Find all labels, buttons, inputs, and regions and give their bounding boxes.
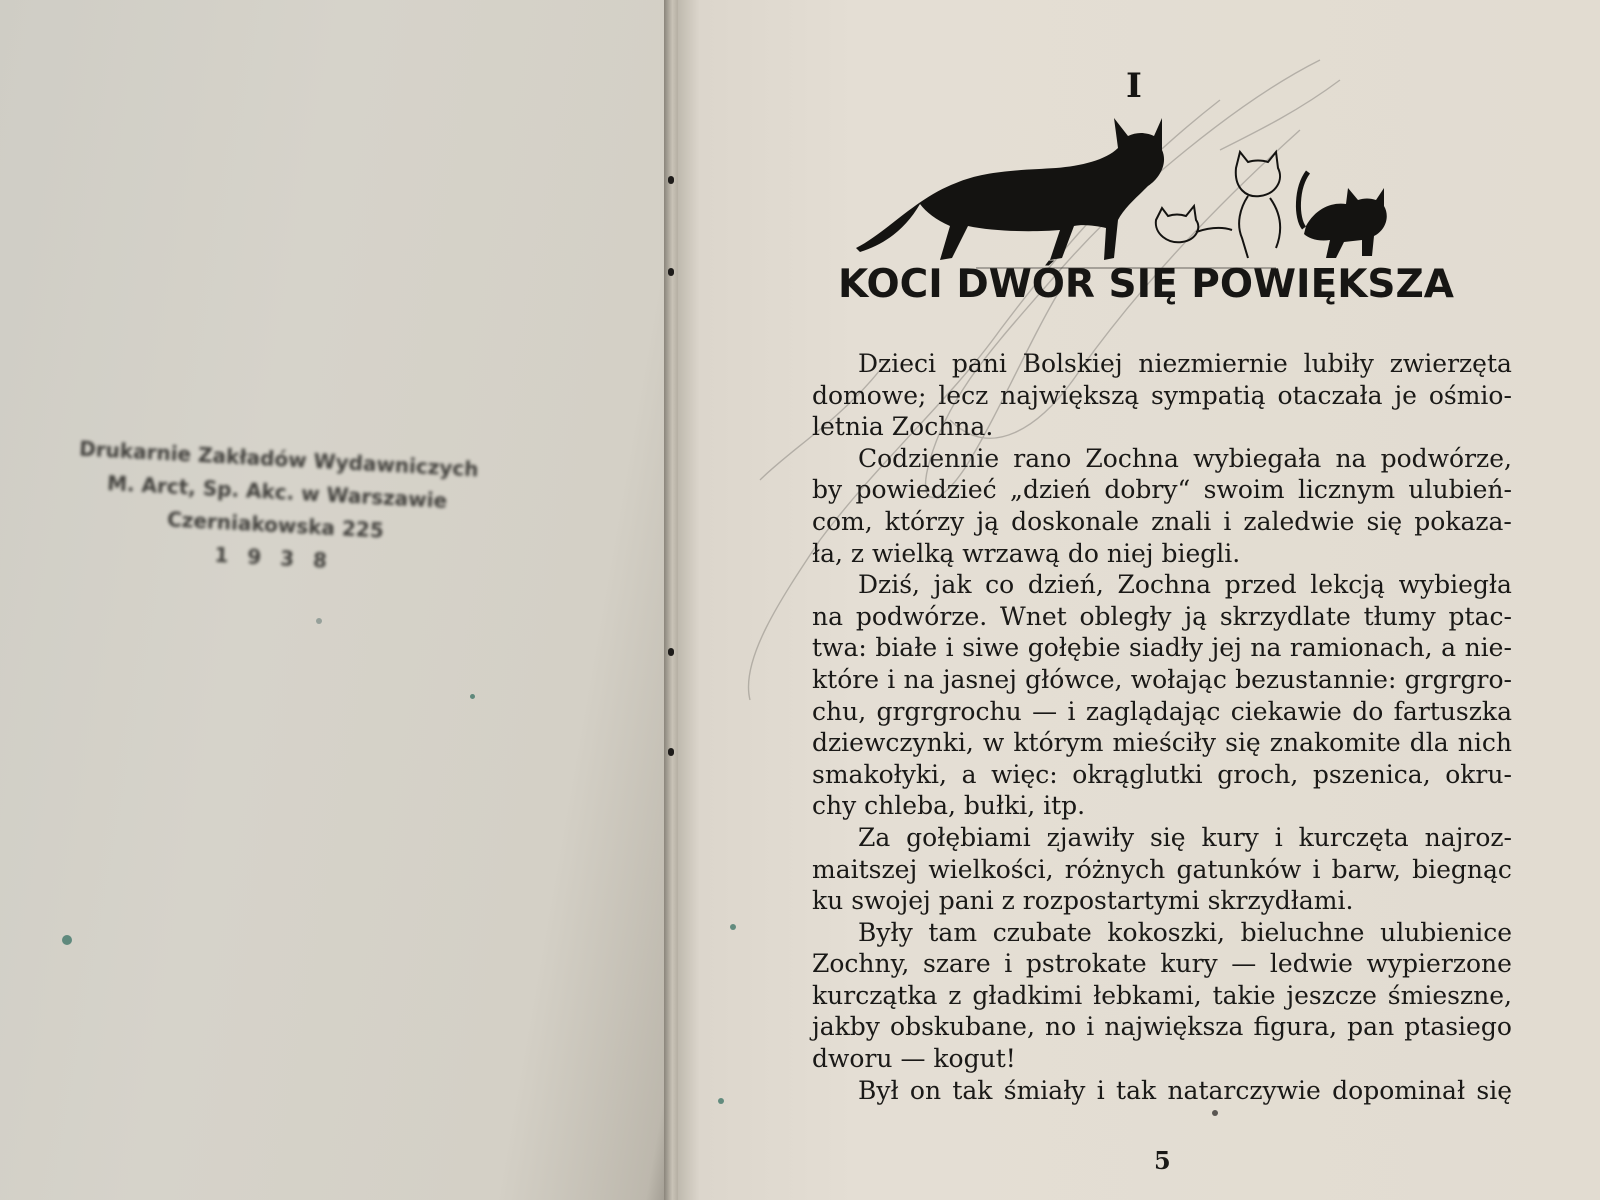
word: na <box>903 664 935 694</box>
word: śmieszne, <box>1387 980 1512 1010</box>
word: ulubień- <box>1408 475 1512 505</box>
word: znali <box>1151 506 1212 536</box>
printer-imprint <box>63 432 489 586</box>
word: podwórze. <box>855 601 988 631</box>
word: i <box>1004 949 1013 979</box>
word: obskubane, <box>890 1012 1035 1042</box>
word: zaglądając <box>1085 696 1221 726</box>
page-number: 5 <box>1154 1146 1171 1175</box>
text-line-content: ła, z wielką wrzawą do niej biegli. <box>812 538 1241 568</box>
text-line <box>812 632 1512 664</box>
ink-speck <box>470 694 475 699</box>
word: tak <box>952 1075 993 1105</box>
word: Bolskiej <box>1022 349 1123 378</box>
word: na <box>812 601 844 631</box>
word: lekcją <box>1310 570 1385 600</box>
imprint-line: M. Arct, Sp. Akc. w Warszawie <box>106 471 448 513</box>
word: i <box>1096 1075 1105 1105</box>
word: — <box>1032 696 1058 726</box>
word: lubiły <box>1303 349 1374 378</box>
word: gołębie <box>1027 633 1121 663</box>
word: pan <box>1347 1012 1395 1042</box>
left-page <box>0 0 672 1200</box>
word: pani <box>951 349 1007 378</box>
word: a <box>1441 633 1457 663</box>
word: pokaza- <box>1414 506 1512 536</box>
word: no <box>1045 1012 1077 1042</box>
word: Za <box>858 822 891 852</box>
word: ciekawie <box>1230 696 1342 726</box>
word: z <box>948 980 962 1010</box>
text-line <box>812 696 1512 728</box>
binding-stitch <box>668 176 674 184</box>
word: Dzieci <box>858 349 937 378</box>
word: groch, <box>1217 759 1299 789</box>
word: by <box>812 475 843 505</box>
word: zjawiły <box>1046 822 1135 852</box>
word: siwe <box>962 633 1020 663</box>
word: doskonale <box>1011 506 1139 536</box>
word: Zochny, <box>812 949 910 979</box>
word: pszenica, <box>1312 759 1431 789</box>
word: siadły <box>1129 633 1203 663</box>
word: Codziennie <box>858 443 1000 473</box>
text-line-content: letnia Zochna. <box>812 412 994 442</box>
word: i <box>1086 1012 1095 1042</box>
text-line <box>812 822 1512 854</box>
word: Dziś, <box>858 570 920 600</box>
word: skrzydlate <box>1219 601 1351 631</box>
word: „dzień <box>1010 475 1092 505</box>
word: więc: <box>991 759 1058 789</box>
word: nie- <box>1464 633 1512 663</box>
word: ledwie <box>1269 949 1353 979</box>
word: którym <box>1013 728 1104 758</box>
text-line <box>812 601 1512 633</box>
text-line <box>812 1011 1512 1043</box>
text-line <box>812 727 1512 759</box>
chapter-body-text <box>812 348 1512 1106</box>
word: się <box>1149 822 1186 852</box>
word: się <box>1366 506 1403 536</box>
word: Wnet <box>1000 601 1067 631</box>
word: wybiegła <box>1398 570 1512 600</box>
ink-speck <box>62 935 72 945</box>
word: bieluchne <box>1240 917 1365 947</box>
word: zwierzęta <box>1389 349 1512 378</box>
text-line <box>812 1043 1512 1075</box>
word: jej <box>1211 633 1242 663</box>
word: przed <box>1224 570 1297 600</box>
word: Zochna <box>1117 570 1212 600</box>
word: dla <box>1409 728 1449 758</box>
word: które <box>812 664 879 694</box>
word: mieściły <box>1112 728 1217 758</box>
word: jasnej <box>942 664 1017 694</box>
word: okru- <box>1445 759 1512 789</box>
word: białe <box>875 633 938 663</box>
word: się <box>1476 1075 1512 1105</box>
word: a <box>961 759 977 789</box>
text-line <box>812 538 1512 570</box>
word: największą <box>1000 380 1140 410</box>
word: ją <box>976 506 1000 536</box>
word: zaledwie <box>1243 506 1355 536</box>
word: kury <box>1201 822 1259 852</box>
cats-illustration-icon <box>856 108 1416 288</box>
word: smakołyki, <box>812 759 947 789</box>
word: wybiegała <box>1193 443 1322 473</box>
word: i <box>1312 854 1321 884</box>
word: tłumy <box>1363 601 1436 631</box>
word: licznym <box>1297 475 1396 505</box>
text-line <box>812 885 1512 917</box>
word: Były <box>858 917 913 947</box>
word: — <box>1231 949 1257 979</box>
word: ptasiego <box>1404 1012 1512 1042</box>
word: ośmio- <box>1428 380 1512 410</box>
word: jakby <box>812 1012 880 1042</box>
word: sympatią <box>1151 380 1266 410</box>
word: wielkości, <box>928 854 1054 884</box>
word: jak <box>933 570 972 600</box>
word: i <box>1274 822 1283 852</box>
word: śmiały <box>1003 1075 1086 1105</box>
text-line <box>812 380 1512 412</box>
word: otaczała <box>1277 380 1383 410</box>
binding-stitch <box>668 268 674 276</box>
word: którzy <box>884 506 965 536</box>
text-line <box>812 664 1512 696</box>
word: ptac- <box>1448 601 1512 631</box>
word: niezmiernie <box>1138 349 1288 378</box>
word: ją <box>1184 601 1208 631</box>
word: nich <box>1457 728 1512 758</box>
word: szare <box>923 949 991 979</box>
word: obległy <box>1079 601 1172 631</box>
word: w <box>982 728 1005 758</box>
word: dobry“ <box>1104 475 1191 505</box>
word: kurczęta <box>1298 822 1409 852</box>
word: podwórze, <box>1380 443 1512 473</box>
chapter-title: KOCI DWÓR SIĘ POWIĘKSZA <box>838 262 1454 307</box>
word: chu, <box>812 696 867 726</box>
text-line <box>812 569 1512 601</box>
text-line <box>812 348 1512 380</box>
word: grgrgro- <box>1404 664 1512 694</box>
word: główce, <box>1025 664 1123 694</box>
text-line <box>812 948 1512 980</box>
word: grgrgrochu <box>876 696 1022 726</box>
word: on <box>909 1075 942 1105</box>
word: com, <box>812 506 873 536</box>
word: kury <box>1160 949 1218 979</box>
word: łebkami, <box>1093 980 1202 1010</box>
word: i <box>887 664 896 694</box>
word: natarczywie <box>1167 1075 1321 1105</box>
text-line <box>812 917 1512 949</box>
word: na <box>1250 633 1282 663</box>
word: czubate <box>992 917 1092 947</box>
ink-speck <box>718 1098 724 1104</box>
text-line <box>812 759 1512 791</box>
word: okrąglutki <box>1072 759 1203 789</box>
word: takie <box>1212 980 1276 1010</box>
word: do <box>1352 696 1384 726</box>
word: je <box>1394 380 1417 410</box>
word: dopominał <box>1332 1075 1466 1105</box>
word: Był <box>858 1075 899 1105</box>
word: ramionach, <box>1289 633 1433 663</box>
word: gładkimi <box>972 980 1083 1010</box>
word: maitszej <box>812 854 918 884</box>
text-line <box>812 506 1512 538</box>
word: rano <box>1013 443 1072 473</box>
word: wołając <box>1130 664 1227 694</box>
text-line <box>812 854 1512 886</box>
word: się <box>1225 728 1261 758</box>
word: Zochna <box>1085 443 1179 473</box>
word: największa <box>1104 1012 1244 1042</box>
word: jeszcze <box>1286 980 1377 1010</box>
word: swoim <box>1203 475 1285 505</box>
word: domowe; <box>812 380 927 410</box>
word: powiedzieć <box>855 475 997 505</box>
word: kokoszki, <box>1107 917 1225 947</box>
word: figura, <box>1253 1012 1338 1042</box>
word: gatunków <box>1176 854 1302 884</box>
binding-stitch <box>668 748 674 756</box>
word: gołębiami <box>906 822 1031 852</box>
ink-speck <box>730 924 736 930</box>
text-line <box>812 980 1512 1012</box>
word: i <box>1067 696 1076 726</box>
word: co <box>985 570 1015 600</box>
text-line <box>812 443 1512 475</box>
word: dzień, <box>1027 570 1104 600</box>
word: ulubienice <box>1380 917 1512 947</box>
text-line <box>812 474 1512 506</box>
word: fartuszka <box>1393 696 1512 726</box>
imprint-line: Drukarnie Zakładów Wydawniczych <box>78 436 480 482</box>
text-line-content: dworu — kogut! <box>812 1044 1016 1074</box>
word: kurczątka <box>812 980 938 1010</box>
word: wypierzone <box>1366 949 1512 979</box>
word: bezustannie: <box>1235 664 1397 694</box>
word: pstrokate <box>1025 949 1147 979</box>
ink-speck <box>1212 1110 1218 1116</box>
word: barw, <box>1331 854 1401 884</box>
binding-stitch <box>668 648 674 656</box>
word: różnych <box>1064 854 1166 884</box>
word: tak <box>1116 1075 1157 1105</box>
word: biegnąc <box>1412 854 1512 884</box>
word: twa: <box>812 633 867 663</box>
imprint-line: Czerniakowska 225 <box>166 507 385 543</box>
ink-speck <box>316 618 322 624</box>
word: znakomite <box>1269 728 1401 758</box>
word: tam <box>928 917 978 947</box>
word: dziewczynki, <box>812 728 974 758</box>
text-line <box>812 1075 1512 1107</box>
word: najroz- <box>1424 822 1512 852</box>
word: i <box>945 633 954 663</box>
word: na <box>1335 443 1367 473</box>
chapter-number: I <box>1126 66 1142 106</box>
text-line <box>812 790 1512 822</box>
imprint-year: 1 9 3 8 <box>213 542 334 573</box>
word: i <box>1223 506 1232 536</box>
text-line <box>812 411 1512 443</box>
text-line-content: chy chleba, bułki, itp. <box>812 791 1086 821</box>
text-line-content: ku swojej pani z rozpostartymi skrzydłami. <box>812 886 1354 916</box>
word: lecz <box>938 380 989 410</box>
